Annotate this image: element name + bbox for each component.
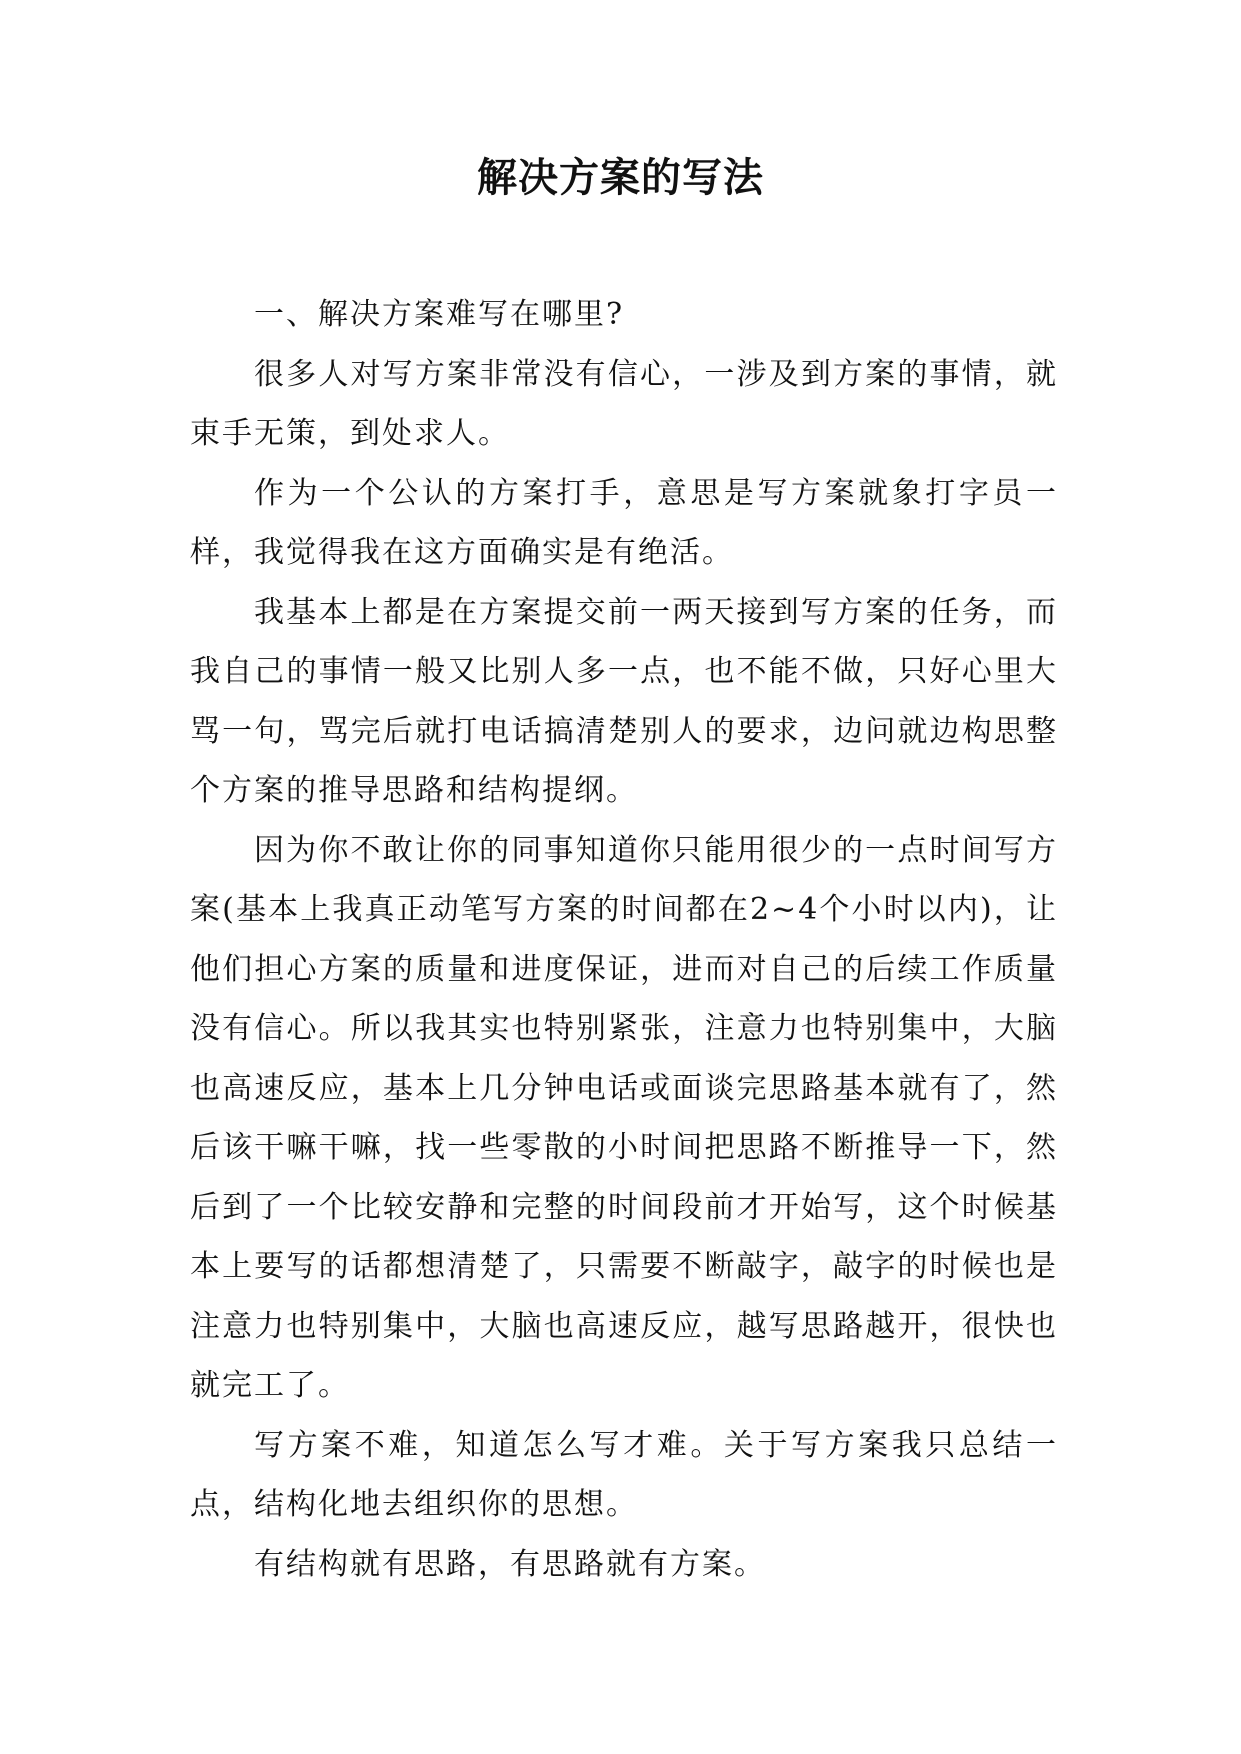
paragraph: 写方案不难，知道怎么写才难。关于写方案我只总结一点，结构化地去组织你的思想。 bbox=[190, 1427, 1058, 1522]
paragraph-heading: 一、解决方案难写在哪里? bbox=[254, 297, 625, 332]
paragraph: 因为你不敢让你的同事知道你只能用很少的一点时间写方案(基本上我真正动笔写方案的时间都在2~4个小时以内)，让他们担心方案的质量和进度保证，进而对自己的后续工作质量没有信心。所以我其实也特别紧张，注意力也特别集中，大脑也高速反应，基本上几分钟电话或面谈完思路基本就有了，然后该干嘛干嘛，找一些零散的小时间把思路不断推导一下，然后到了一个比较安静和完整的时间段前才开始写，这个时候基本上要写的话都想清楚了，只需要不断敲字，敲字的时候也是注意力也特别集中，大脑也高速反应，越写思路越开，很快也就完工了。 bbox=[190, 832, 1058, 1403]
paragraph: 作为一个公认的方案打手，意思是写方案就象打字员一样，我觉得我在这方面确实是有绝活。 bbox=[190, 475, 1058, 570]
document-title: 解决方案的写法 bbox=[477, 155, 764, 201]
paragraph: 有结构就有思路，有思路就有方案。 bbox=[254, 1546, 766, 1582]
document-body bbox=[190, 285, 1058, 1594]
paragraph: 我基本上都是在方案提交前一两天接到写方案的任务，而我自己的事情一般又比别人多一点，也不能不做，只好心里大骂一句，骂完后就打电话搞清楚别人的要求，边问就边构思整个方案的推导思路和结构提纲。 bbox=[190, 594, 1058, 808]
paragraph: 很多人对写方案非常没有信心，一涉及到方案的事情，就束手无策，到处求人。 bbox=[190, 356, 1058, 451]
